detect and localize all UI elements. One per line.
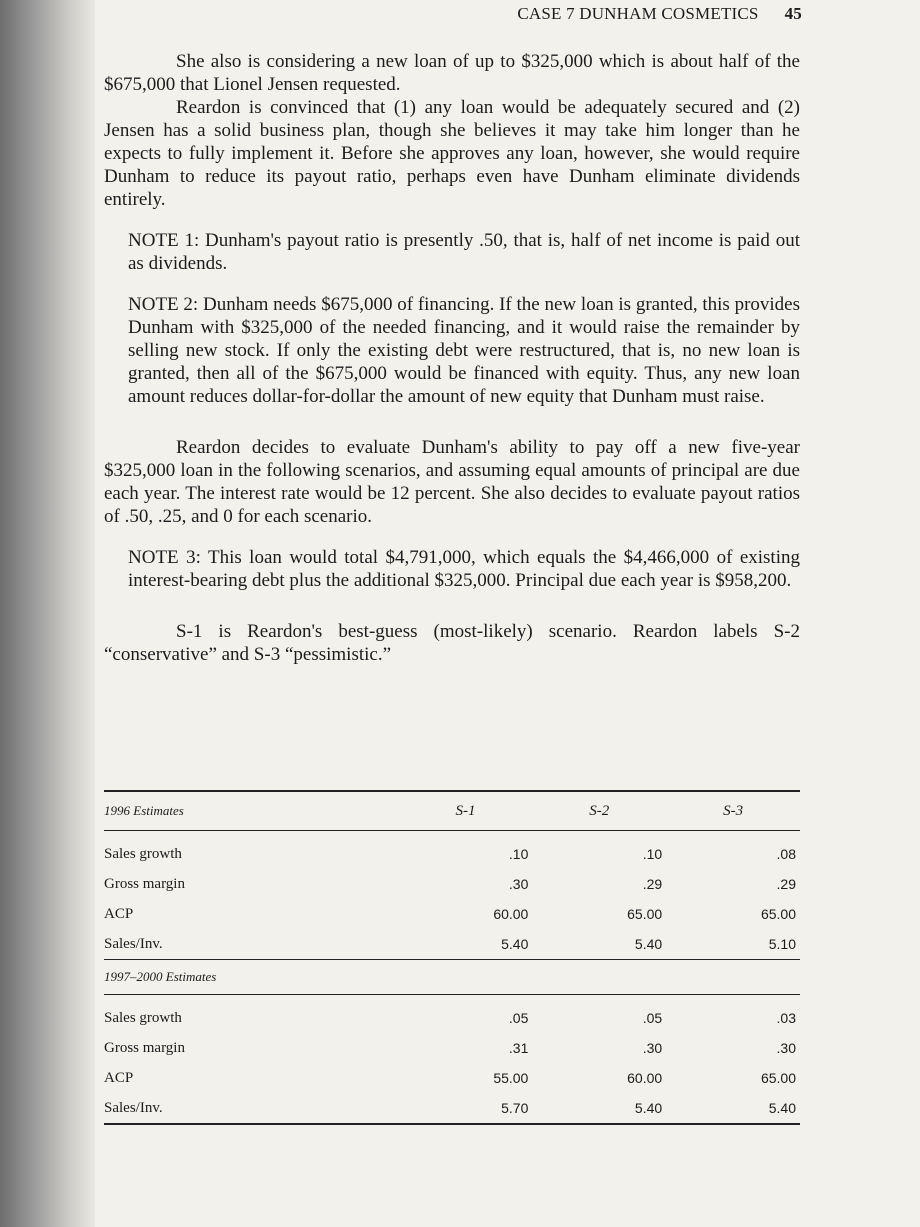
row-label: Gross margin [104,875,185,892]
note-1: NOTE 1: Dunham's payout ratio is presently .50, that is, half of net income is paid out as dividends. [128,230,800,274]
row-label: Sales/Inv. [104,1099,163,1116]
table-row [104,1063,800,1093]
paragraph-3: Reardon decides to evaluate Dunham's ability to pay off a new five-year $325,000 loan in the following scenarios, and assuming equal amounts of principal are due each year. The interest rate would be 12 percent. She also decides to evaluate payout ratios of .50, .25, and 0 for each scenario. [104,437,800,527]
row-label: ACP [104,905,134,922]
cell-value: .30 [642,1040,663,1056]
row-label: Gross margin [104,1039,185,1056]
page-number: 45 [784,4,802,23]
cell-value: 55.00 [493,1070,529,1086]
paragraph-2: Reardon is convinced that (1) any loan would be adequately secured and (2) Jensen has a solid business plan, though she believes it may take him longer than he expects to fully implement it. Before she approves any loan, however, she would require Dunham to reduce its payout ratio, perhaps even have Dunham eliminate dividends entirely. [104,97,800,210]
cell-value: 60.00 [627,1070,663,1086]
cell-value: 5.70 [501,1100,529,1116]
column-header [399,960,533,995]
cell-value: 5.40 [768,1100,796,1116]
paragraph-1: She also is considering a new loan of up to $325,000 which is about half of the $675,000 that Lionel Jensen requested. [104,51,800,95]
cell-value: .08 [776,846,796,862]
column-header: S-3 [723,802,744,819]
rule-row [104,831,800,840]
body-text [104,50,800,666]
table-row [104,839,800,869]
cell-value: 5.10 [768,936,796,952]
section-header-row [104,960,800,995]
column-header [532,960,666,995]
table-row [104,929,800,960]
section-title: 1996 Estimates [104,803,184,818]
cell-value: .10 [508,846,529,862]
note-3: NOTE 3: This loan would total $4,791,000, which equals the $4,466,000 of existing interest-bearing debt plus the additional $325,000. Principal due each year is $958,200. [128,547,800,591]
column-header: S-2 [589,802,610,819]
cell-value: 65.00 [760,1070,796,1086]
cell-value: .10 [642,846,663,862]
cell-value: .29 [776,876,796,892]
running-title: CASE 7 DUNHAM COSMETICS [517,4,759,23]
row-label: ACP [104,1069,134,1086]
row-label: Sales growth [104,1009,182,1026]
cell-value: 65.00 [627,906,663,922]
cell-value: 60.00 [493,906,529,922]
column-header [666,960,800,995]
cell-value: .03 [776,1010,796,1026]
estimates-table [104,790,800,1125]
paragraph-4: S-1 is Reardon's best-guess (most-likely) scenario. Reardon labels S-2 “conservative” and S-3 “pessimistic.” [104,621,800,665]
cell-value: .05 [508,1010,529,1026]
cell-value: .05 [642,1010,663,1026]
row-label: Sales growth [104,845,182,862]
cell-value: 5.40 [634,936,663,952]
cell-value: 5.40 [501,936,529,952]
cell-value: 65.00 [760,906,796,922]
row-label: Sales/Inv. [104,935,163,952]
cell-value: .30 [776,1040,796,1056]
table-row [104,899,800,929]
section-title: 1997–2000 Estimates [104,969,217,984]
rule-row [104,995,800,1004]
table-row [104,1093,800,1124]
cell-value: .31 [508,1040,529,1056]
column-header: S-1 [455,802,476,819]
cell-value: .29 [642,876,663,892]
note-2: NOTE 2: Dunham needs $675,000 of financing. If the new loan is granted, this provides Dunham with $325,000 of the needed financing, and it would raise the remainder by selling new stock. If only the existing debt were restructured, that is, no new loan is granted, then all of the $675,000 would be financed with equity. Thus, any new loan amount reduces dollar-for-dollar the amount of new equity that Dunham must raise. [128,294,800,407]
running-head [517,4,802,24]
table-row [104,1033,800,1063]
section-header-row [104,791,800,831]
table-row [104,1003,800,1033]
cell-value: 5.40 [634,1100,663,1116]
table-row [104,869,800,899]
cell-value: .30 [508,876,529,892]
